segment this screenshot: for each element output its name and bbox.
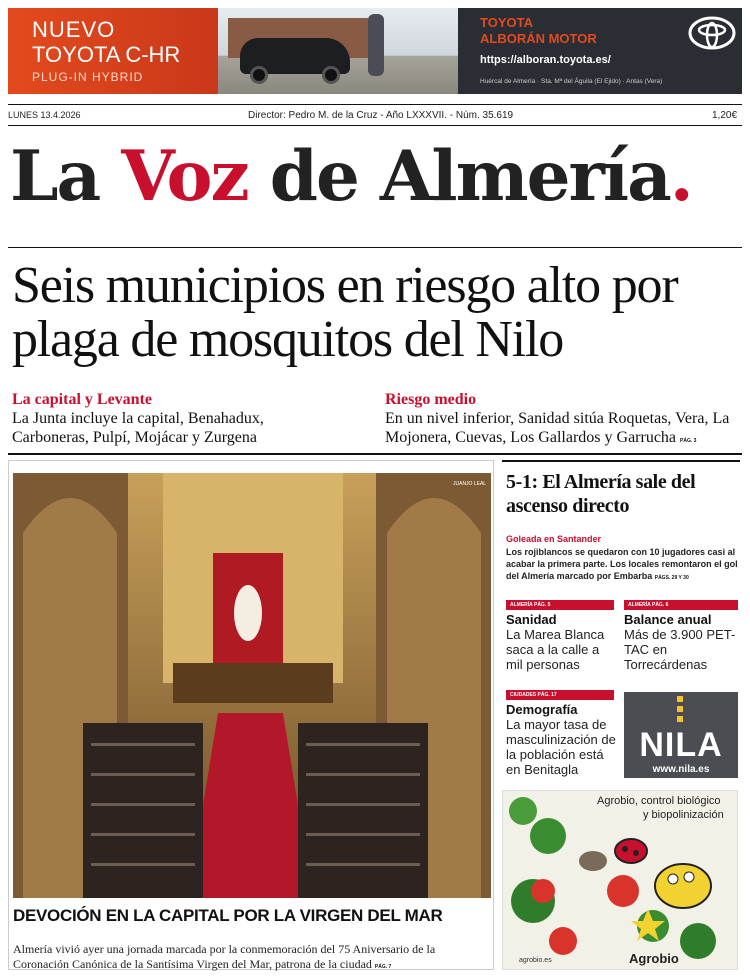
brief-title[interactable]: Demografía	[506, 702, 578, 717]
ad-line3: PLUG-IN HYBRID	[32, 70, 144, 84]
lead-left-kicker: La capital y Levante	[12, 391, 152, 408]
agrobio-illustration	[503, 791, 739, 971]
agrobio-line2: y biopolinización	[643, 809, 724, 821]
agrobio-web: agrobio.es	[519, 957, 552, 964]
photo-body-page: PÁG. 7	[374, 964, 392, 970]
agrobio-line1: Agrobio, control biológico	[597, 795, 721, 807]
ad-dealer2: ALBORÁN MOTOR	[480, 31, 597, 46]
wheel-icon	[322, 66, 340, 84]
ad-dealer-panel	[458, 8, 742, 94]
ad-line2: TOYOTA C-HR	[32, 42, 181, 67]
sports-body	[506, 546, 740, 584]
photo-body-text: Almería vivió ayer una jornada marcada por la conmemoración del 75 Aniversario de la Coronación Canónica de la Santísima Virgen del Mar, patrona de la ciudad	[13, 942, 436, 971]
lead-right-deck	[385, 409, 740, 451]
sports-headline[interactable]: 5-1: El Almería sale del ascenso directo	[506, 471, 696, 517]
lead-right-deck-text: En un nivel inferior, Sanidad sitúa Roquetas, Vera, La Mojonera, Cuevas, Los Gallardos y Garrucha	[385, 410, 730, 446]
issue-price: 1,20€	[712, 110, 738, 121]
agrobio-ad[interactable]	[502, 790, 738, 970]
brief-title[interactable]: Sanidad	[506, 612, 557, 627]
brief-text: La Marea Blanca saca a la calle a mil personas	[506, 627, 605, 672]
lead-left-deck: La Junta incluye la capital, Benahadux, Carboneras, Pulpí, Mojácar y Zurgena	[12, 410, 264, 446]
toyota-logo-icon	[688, 16, 736, 50]
church-photo[interactable]	[13, 473, 491, 898]
photo-body	[13, 942, 491, 975]
agrobio-brand: Agrobio	[629, 951, 679, 966]
issue-date: LUNES 13.4.2026	[8, 110, 81, 120]
lead-bottom-rule	[8, 453, 742, 455]
brief-tag: ALMERÍA PÁG. 5	[506, 600, 614, 610]
toyota-ad-banner[interactable]	[8, 8, 742, 94]
lead-headline[interactable]: Seis municipios en riesgo alto por plaga de mosquitos del Nilo	[12, 257, 678, 368]
ad-locations: Huércal de Almería · Sta. Mª del Águila (El Ejido) · Antas (Vera)	[480, 78, 663, 85]
person-figure	[368, 14, 384, 76]
road-icon	[677, 696, 683, 726]
wheel-icon	[250, 66, 268, 84]
ad-left-panel	[8, 8, 218, 94]
ad-url: https://alboran.toyota.es/	[480, 54, 611, 66]
photo-credit: JUANJO LEAL	[453, 481, 487, 487]
brief-text: Más de 3.900 PET-TAC en Torrecárdenas	[624, 627, 736, 672]
sports-rule	[502, 460, 740, 462]
lead-right-kicker: Riesgo medio	[385, 391, 477, 408]
top-rule	[8, 104, 742, 105]
lead-rule	[8, 247, 742, 248]
masthead-part3: de Almería	[247, 136, 670, 217]
nila-brand: NILA	[639, 726, 723, 764]
issue-director: Director: Pedro M. de la Cruz - Año LXXXVII. - Núm. 35.619	[248, 110, 514, 121]
photo-headline[interactable]: DEVOCIÓN EN LA CAPITAL POR LA VIRGEN DEL MAR	[13, 906, 443, 925]
ad-car-photo	[218, 8, 458, 94]
lead-right-page: PÁG. 3	[680, 438, 697, 444]
ad-line1: NUEVO	[32, 17, 116, 42]
ad-dealer1: TOYOTA	[480, 15, 533, 30]
brief-tag: ALMERÍA PÁG. 6	[624, 600, 738, 610]
sports-body-text: Los rojiblancos se quedaron con 10 jugadores casi al acabar la primera parte. Los locales remontaron el gol del Almería marcado por Embarba	[506, 547, 738, 581]
nila-ad[interactable]	[624, 692, 738, 778]
masthead-logo[interactable]	[10, 136, 692, 217]
brief-text: La mayor tasa de masculinización de la población está en Benitagla	[506, 717, 616, 777]
masthead-dot: .	[669, 136, 692, 217]
masthead-part2: Voz	[121, 136, 248, 217]
nila-url: www.nila.es	[652, 764, 710, 775]
sports-page: PÁGS. 29 Y 30	[654, 575, 689, 581]
sports-kicker: Goleada en Santander	[506, 534, 602, 544]
brief-tag: CIUDADES PÁG. 17	[506, 690, 614, 700]
meta-rule	[8, 125, 742, 126]
brief-title[interactable]: Balance anual	[624, 612, 712, 627]
masthead-part1: La	[10, 136, 122, 217]
